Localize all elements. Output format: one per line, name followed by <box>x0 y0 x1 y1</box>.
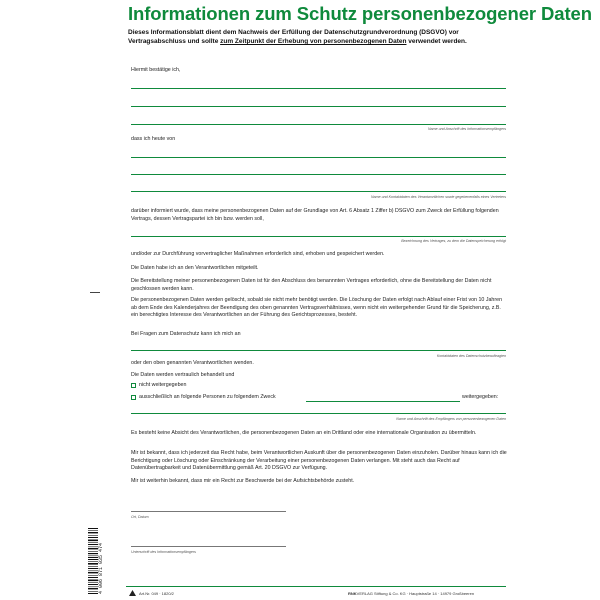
empfaenger-line-2[interactable] <box>131 106 506 107</box>
zweck-line[interactable] <box>306 401 460 402</box>
footer-publisher: VERLAG Stiftung & Co. KG · Hauptstraße 14 · 14979 Großbeeren <box>356 591 475 596</box>
massnahmen-paragraph: und/oder zur Durchführung vorvertraglicher Maßnahmen erforderlich sind, erhoben und gespeichert werden. <box>131 251 385 257</box>
empfaenger-line-3[interactable] <box>131 124 506 125</box>
caption-vertrag: Bezeichnung des Vertrages, zu dem die Datenspeicherung erfolgt <box>401 239 506 243</box>
caption-empfaenger: Name und Anschrift des Informationsempfängers <box>428 127 506 131</box>
weitergegeben-text: weitergegeben: <box>462 394 499 400</box>
caption-unterschrift: Unterschrift des Informationsempfängers <box>131 550 196 554</box>
verantwortlicher-line-3[interactable] <box>131 191 506 192</box>
hiermit-text: Hiermit bestätige ich, <box>131 67 181 73</box>
barcode <box>88 528 98 594</box>
caption-verantwortlicher: Name und Kontaktdaten des Verantwortlichen sowie gegebenenfalls eines Vertreters <box>371 195 506 199</box>
logo-triangle-icon <box>129 590 136 596</box>
footer-artnr: Art.Nr. 049 · 1820/2 <box>139 591 174 596</box>
barcode-number: 4 006 871 035 474 <box>98 542 104 594</box>
vertrag-line[interactable] <box>131 236 506 237</box>
empfaenger-daten-line[interactable] <box>131 413 506 414</box>
intro-part1: Dieses Informationsblatt dient dem Nachweis der Erfüllung der Datenschutzgrundverordnung (DSGVO) vor Vertragsabschluss und sollte <box>128 29 459 46</box>
mitgeteilt-paragraph: Die Daten habe ich an den Verantwortlichen mitgeteilt. <box>131 265 259 271</box>
option-ausschliesslich: ausschließlich an folgende Personen zu folgendem Zweck <box>139 394 276 400</box>
checkbox-nicht-weitergegeben[interactable] <box>131 383 136 388</box>
oder-paragraph: oder den oben genannten Verantwortlichen wenden. <box>131 360 254 366</box>
option-nicht-weitergegeben: nicht weitergegeben <box>139 382 187 388</box>
barcode-number-wrap <box>98 528 104 594</box>
checkbox-ausschliesslich[interactable] <box>131 395 136 400</box>
unterschrift-line[interactable] <box>131 546 286 547</box>
beschwerde-paragraph: Mir ist weiterhin bekannt, dass mir ein Recht zur Beschwerde bei der Aufsichtsbehörde zusteht. <box>131 478 355 484</box>
caption-ort-datum: Ort, Datum <box>131 515 149 519</box>
ort-datum-line[interactable] <box>131 511 286 512</box>
informiert-paragraph: darüber informiert wurde, dass meine personenbezogenen Daten auf der Grundlage von Art. 6 Absatz 1 Ziffer b) DSGVO zum Zweck der Erfüllung folgenden Vertrags, dessen Vertragspartei ich bin bzw. werden soll, <box>131 208 499 222</box>
intro-part2: verwendet werden. <box>406 38 467 46</box>
footer-rule <box>126 586 506 587</box>
fold-mark <box>90 292 100 293</box>
geloescht-paragraph: Die personenbezogenen Daten werden gelöscht, sobald sie nicht mehr benötigt werden. Die Löschung der Daten erfolgt nach Ablauf einer Frist von 10 Jahren ab dem Ende des Kalenderjahres der Beendigung des oben genannten Vertragsverhältnisses, wenn nicht ein weitergehender Grund für die Speicherung, z.B. ein berechtigtes Interesse des Verantwortlichen an der Führung des Gerichtsprozesses, besteht. <box>131 297 503 319</box>
document-title: Informationen zum Schutz personenbezogener Daten <box>128 3 592 24</box>
empfaenger-line-1[interactable] <box>131 88 506 89</box>
bereitstellung-paragraph: Die Bereitstellung meiner personenbezogenen Daten ist für den Abschluss des benannnten Vertrages erforderlich, ohne die Bereitstellung der Daten nicht geschlossen werden kann. <box>131 278 492 292</box>
dass-heute-text: dass ich heute von <box>131 136 176 142</box>
footer-publisher-wrap <box>348 591 474 596</box>
vertraulich-paragraph: Die Daten werden vertraulich behandelt und <box>131 372 235 378</box>
dsb-line[interactable] <box>131 350 506 351</box>
caption-dsb: Kontaktdaten des Datenschutzbeauftragten <box>436 354 506 358</box>
caption-empfaenger-daten: Name und Anschrift des Empfängers von personenbezogenen Daten <box>396 417 506 421</box>
intro-underlined: zum Zeitpunkt der Erhebung von personenbezogenen Daten <box>220 38 407 46</box>
footer-publisher-bold: RNK <box>348 591 357 596</box>
verantwortlicher-line-2[interactable] <box>131 174 506 175</box>
auskunft-paragraph: Mir ist bekannt, dass ich jederzeit das Recht habe, beim Verantwortlichen Auskunft über die personenbezogenen Daten einzuholen. Darüber hinaus kann ich die Berichtigung oder Löschung oder Einschränkung der Verarbeitung einer personenbezogenen Daten verlangen. Mit steht auch das Recht auf Datenübertragbarkeit und Datenübermittlung gemäß Art. 20 DSGVO zur Verfügung. <box>131 450 507 472</box>
fragen-paragraph: Bei Fragen zum Datenschutz kann ich mich an <box>131 331 241 337</box>
drittland-paragraph: Es besteht keine Absicht des Verantwortlichen, die personenbezogenen Daten an ein Drittland oder eine internationale Organisation zu übermitteln. <box>131 430 477 436</box>
verantwortlicher-line-1[interactable] <box>131 157 506 158</box>
intro-text <box>128 28 510 46</box>
